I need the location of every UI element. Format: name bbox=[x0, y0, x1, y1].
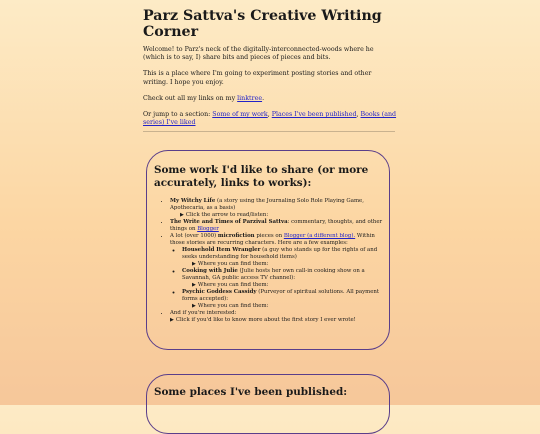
item-title: My Witchy Life bbox=[170, 198, 216, 204]
disclosure-triangle-icon: ▶ bbox=[170, 317, 174, 323]
published-section bbox=[146, 374, 390, 434]
toggle-label: Where you can find them: bbox=[197, 261, 269, 267]
list-item bbox=[182, 268, 384, 289]
work-heading: Some work I'd like to share (or more accurately, links to works): bbox=[154, 164, 369, 189]
list-item bbox=[170, 198, 384, 219]
jump-sep-2: , bbox=[356, 111, 361, 119]
list-item bbox=[170, 219, 384, 233]
linktree-link[interactable]: linktree bbox=[237, 94, 263, 102]
character-list bbox=[170, 247, 384, 310]
list-item bbox=[170, 310, 384, 324]
disclosure-triangle-icon: ▶ bbox=[180, 212, 184, 218]
list-item bbox=[170, 233, 384, 310]
toggle-label: Where you can find them: bbox=[197, 303, 269, 309]
item-title: The Write and Times of Parzival Sattva bbox=[170, 219, 288, 225]
item-text: pieces on bbox=[254, 233, 284, 239]
intro bbox=[143, 46, 397, 135]
jump-sep-1: , bbox=[267, 111, 272, 119]
character-desc: (Julie hosts her own call-in cooking show on a Savannah, GA public access TV channel): bbox=[182, 268, 365, 281]
details-toggle[interactable] bbox=[170, 212, 384, 219]
links-line bbox=[143, 95, 397, 103]
details-toggle[interactable] bbox=[182, 303, 384, 310]
details-toggle[interactable] bbox=[170, 317, 384, 324]
item-bold: microfiction bbox=[217, 233, 255, 239]
links-prefix: Check out all my links on my bbox=[143, 94, 238, 102]
character-desc: (Purveyor of spiritual solutions. All payment forms accepted): bbox=[182, 289, 380, 302]
item-desc: : commentary, thoughts, and other things on bbox=[170, 219, 383, 232]
jump-link-published[interactable]: Places I've been published bbox=[271, 111, 357, 119]
item-desc: (a story using the Journaling Solo Role Playing Game, Apothecaria, as a basis) bbox=[170, 198, 364, 211]
purpose-text: This is a place where I'm going to experiment posting stories and other writing. I hope you enjoy. bbox=[143, 70, 372, 86]
list-item bbox=[182, 289, 384, 310]
toggle-label: Click the arrow to read/listen: bbox=[185, 212, 269, 218]
work-section bbox=[146, 150, 390, 350]
character-name: Household Item Wrangler bbox=[182, 247, 261, 253]
work-items bbox=[152, 198, 384, 324]
details-toggle[interactable] bbox=[182, 261, 384, 268]
item-text: A lot (over 1000) bbox=[170, 233, 218, 239]
published-heading: Some places I've been published: bbox=[154, 386, 348, 398]
toggle-label: Where you can find them: bbox=[197, 282, 269, 288]
character-name: Cooking with Julie bbox=[182, 268, 238, 274]
welcome-text: Welcome! to Parz's neck of the digitally-interconnected-woods where he (which is to say, I) share bits and pieces of pieces and bits. bbox=[143, 46, 374, 62]
disclosure-triangle-icon: ▶ bbox=[192, 282, 196, 288]
jump-link-work[interactable]: Some of my work bbox=[212, 111, 268, 119]
details-toggle[interactable] bbox=[182, 282, 384, 289]
work-list bbox=[152, 198, 384, 324]
disclosure-triangle-icon: ▶ bbox=[192, 303, 196, 309]
jump-link-books[interactable]: Books (and series) I've liked bbox=[143, 111, 397, 127]
microfiction-blogger-link[interactable]: Blogger (a different blog). bbox=[283, 233, 356, 239]
item-text: And if you're interested: bbox=[170, 310, 237, 316]
item-text: Within those stories are recurring characters. Here are a few examples: bbox=[170, 233, 375, 246]
disclosure-triangle-icon: ▶ bbox=[192, 261, 196, 267]
character-name: Psychic Goddess Cassidy bbox=[182, 289, 257, 295]
blogger-link[interactable]: Blogger bbox=[197, 226, 219, 232]
character-desc: (a guy who stands up for the rights of and seeks understanding for household items) bbox=[182, 247, 378, 260]
list-item bbox=[182, 247, 384, 268]
links-suffix: . bbox=[262, 94, 265, 102]
toggle-label: Click if you'd like to know more about the first story I ever wrote! bbox=[175, 317, 356, 323]
jump-line bbox=[143, 111, 397, 127]
jump-prefix: Or jump to a section: bbox=[143, 111, 213, 119]
section-divider bbox=[143, 131, 395, 132]
page-title: Parz Sattva's Creative Writing Corner bbox=[143, 8, 382, 40]
